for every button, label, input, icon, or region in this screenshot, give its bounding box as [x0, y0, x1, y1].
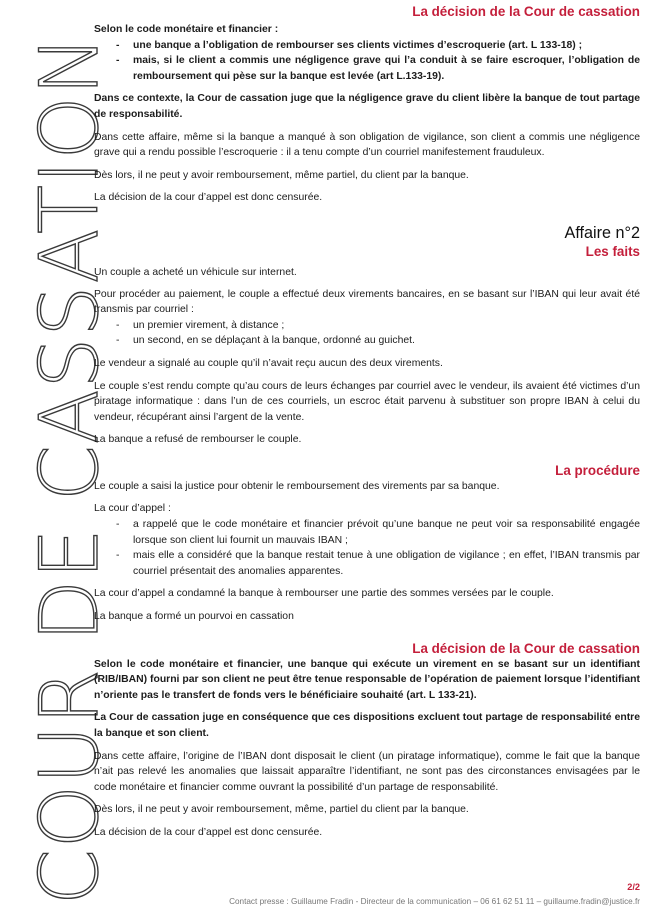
faits-bullets [94, 318, 640, 349]
faits-paragraph: Un couple a acheté un véhicule sur internet. [94, 266, 297, 278]
section-heading-faits: Les faits [585, 243, 640, 259]
procedure-paragraph: La cour d’appel : [94, 503, 171, 515]
list-item: - un premier virement, à distance ; [94, 318, 640, 334]
section-heading-decision-1: La décision de la Cour de cassation [412, 4, 640, 19]
procedure-bullets [94, 517, 640, 579]
decision2-paragraph: Dans cette affaire, l’origine de l’IBAN dont disposait le client (un piratage informatique), comme le fait que la banque n’ait pas relevé les anomalies que laissait apparaître l’identifiant, ne sont pas des circonstances envisagées par le code monétaire et financier comme ouvrant la possibilité d’un partage de responsabilité. [94, 750, 640, 793]
faits-paragraph: Le vendeur a signalé au couple qu’il n’avait reçu aucun des deux virements. [94, 357, 443, 369]
decision2-paragraph: La décision de la cour d’appel est donc censurée. [94, 826, 323, 838]
procedure-paragraph: Le couple a saisi la justice pour obtenir le remboursement des virements par sa banque. [94, 480, 500, 492]
faits-paragraph: La banque a refusé de rembourser le couple. [94, 434, 302, 446]
faits-paragraph: Pour procéder au paiement, le couple a effectué deux virements bancaires, en se basant sur l’IBAN qui leur avait été transmis par courriel : [94, 288, 640, 316]
document-body [94, 0, 640, 841]
decision2-paragraph: La Cour de cassation juge en conséquence que ces dispositions excluent tout partage de responsabilité entre la banque et son client. [94, 712, 640, 739]
decision1-bullets [94, 38, 640, 85]
decision2-paragraph: Dès lors, il ne peut y avoir remboursement, même, partiel du client par la banque. [94, 804, 469, 816]
decision2-paragraph: Selon le code monétaire et financier, une banque qui exécute un virement en se basant sur un identifiant (RIB/IBAN) fourni par son client ne peut être tenue responsable de l’opération de paiement lorsque l’identifiant n’oriente pas le transfert de fonds vers le bénéficiaire souhaité (art. L 133-21). [94, 658, 640, 701]
procedure-paragraph: La cour d’appel a condamné la banque à rembourser une partie des sommes versées par le couple. [94, 588, 554, 600]
side-title: COUR DE CASSATION [23, 34, 116, 905]
footer-contact: Contact presse : Guillaume Fradin - Directeur de la communication – 06 61 62 51 11 – guillaume.fradin@justice.fr [229, 897, 640, 906]
list-item: - mais, si le client a commis une négligence grave qui l’a conduit à se faire escroquer, l’obligation de remboursement qui pèse sur la banque est levée (art L.133-19). [94, 53, 640, 84]
list-item: - une banque a l’obligation de rembourser ses clients victimes d’escroquerie (art. L 133-18) ; [94, 38, 640, 54]
list-item: - a rappelé que le code monétaire et financier prévoit qu’une banque ne peut voir sa responsabilité engagée lorsque son client lui fournit un mauvais IBAN ; [94, 517, 640, 548]
section-heading-decision-2: La décision de la Cour de cassation [412, 640, 640, 656]
decision1-intro: Selon le code monétaire et financier : [94, 24, 279, 35]
faits-paragraph: Le couple s’est rendu compte qu’au cours de leurs échanges par courriel avec le vendeur, ils avaient été victimes d’un piratage informatique : dans l’un de ces courriels, un escroc était parvenu à substituer son propre IBAN à celui du vendeur, récupérant ainsi l’argent de la vente. [94, 380, 640, 423]
affaire-title: Affaire n°2 [564, 223, 640, 242]
list-item: - un second, en se déplaçant à la banque, ordonné au guichet. [94, 333, 640, 349]
section-heading-procedure: La procédure [555, 462, 640, 478]
decision1-paragraph: Dans cette affaire, même si la banque a manqué à son obligation de vigilance, son client a commis une négligence grave qui a rendu possible l’escroquerie : il a tenu compte d’un courriel manifestement frauduleux. [94, 131, 640, 159]
page-number: 2/2 [627, 882, 640, 892]
decision1-paragraph: Dans ce contexte, la Cour de cassation juge que la négligence grave du client libère la banque de tout partage de responsabilité. [94, 93, 640, 120]
decision1-paragraph: La décision de la cour d’appel est donc censurée. [94, 192, 323, 204]
decision1-paragraph: Dès lors, il ne peut y avoir remboursement, même partiel, du client par la banque. [94, 169, 469, 181]
list-item: - mais elle a considéré que la banque restait tenue à une obligation de vigilance ; en effet, l’IBAN transmis par courriel présentait des anomalies apparentes. [94, 548, 640, 579]
procedure-paragraph: La banque a formé un pourvoi en cassation [94, 611, 294, 623]
